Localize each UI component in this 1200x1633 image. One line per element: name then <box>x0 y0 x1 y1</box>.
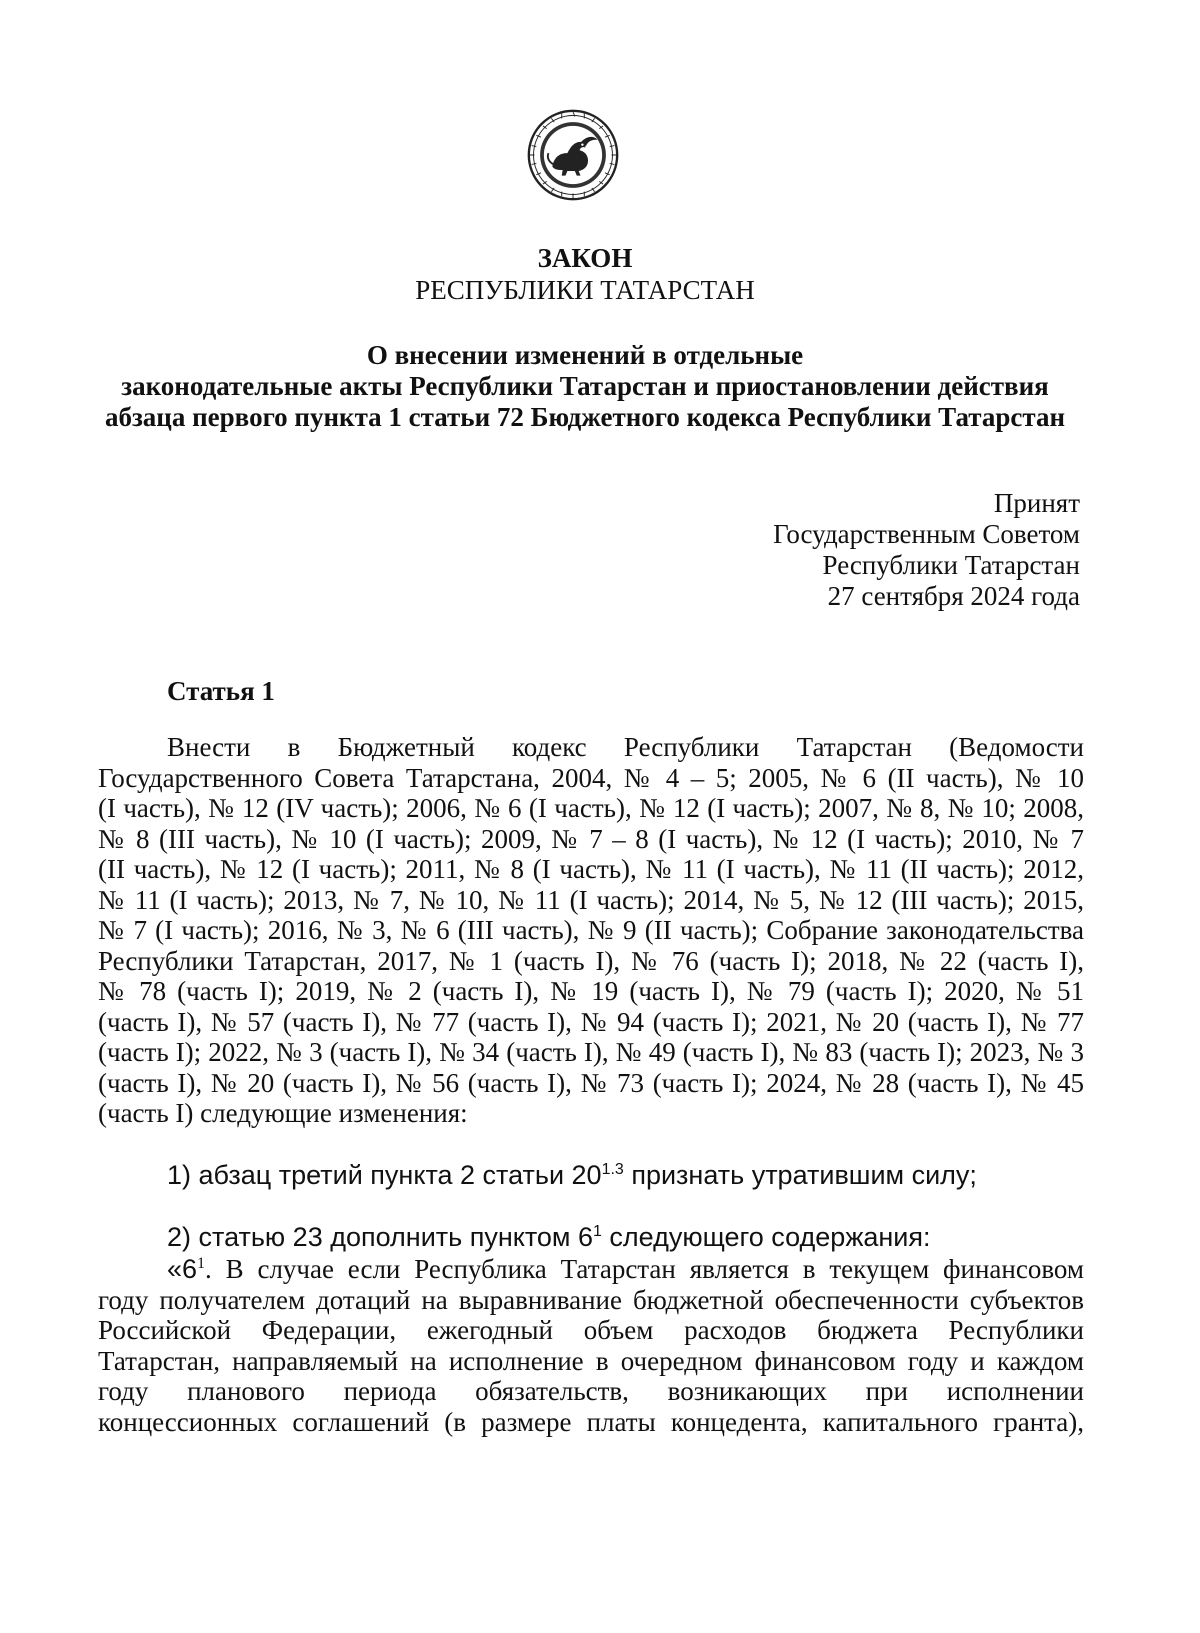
quote-open: «6 <box>167 1254 198 1284</box>
paragraph-line: концессионных соглашений (в размере платы концедента, капитального гранта), <box>98 1406 1084 1437</box>
coat-of-arms-icon <box>526 108 620 202</box>
adoption-block <box>580 488 1080 612</box>
law-title-line: О внесении изменений в отдельные <box>366 340 804 370</box>
paragraph-line: году получателем дотаций на выравнивание бюджетной обеспеченности субъектов <box>98 1284 1084 1315</box>
item-superscript: 1 <box>593 1223 602 1240</box>
item-text: признать утратившим силу; <box>623 1160 977 1190</box>
paragraph-line: Республики Татарстан, 2017, № 1 (часть I), № 76 (часть I); 2018, № 22 (часть I), <box>98 945 1084 976</box>
law-subject: РЕСПУБЛИКИ ТАТАРСТАН <box>415 275 755 305</box>
adoption-line: Республики Татарстан <box>822 550 1080 580</box>
paragraph-line: № 8 (III часть), № 10 (I часть); 2009, № 7 – 8 (I часть), № 12 (I часть); 2010, № 7 <box>98 823 1084 854</box>
paragraph-line <box>98 1254 1084 1285</box>
law-title-line: законодательные акты Республики Татарстан и приостановлении действия <box>121 371 1049 401</box>
paragraph-line: № 7 (I часть); 2016, № 3, № 6 (III часть), № 9 (II часть); Собрание законодательства <box>98 915 1084 945</box>
paragraph-line: году планового периода обязательств, возникающих при исполнении <box>98 1376 1084 1406</box>
paragraph-line: (часть I), № 20 (часть I), № 56 (часть I), № 73 (часть I); 2024, № 28 (часть I), № 45 <box>98 1067 1084 1098</box>
quote-superscript: 1 <box>197 1255 206 1272</box>
item-text: 2) статью 23 дополнить пунктом 6 <box>167 1222 594 1252</box>
law-heading: ЗАКОН <box>537 243 633 273</box>
adoption-line: Принят <box>993 488 1080 518</box>
amendment-item-2 <box>167 1222 931 1253</box>
law-title-line: абзаца первого пункта 1 статьи 72 Бюджетного кодекса Республики Татарстан <box>104 402 1066 432</box>
article-intro-paragraph <box>98 732 1084 1129</box>
paragraph-line: Татарстан, направляемый на исполнение в очередном финансовом году и каждом <box>98 1345 1084 1376</box>
item-text: 1) абзац третий пункта 2 статьи 20 <box>167 1160 602 1190</box>
article-heading: Статья 1 <box>167 676 275 706</box>
quote-text: . В случае если Республика Татарстан является в текущем финансовом <box>205 1254 1084 1284</box>
paragraph-line: Государственного Совета Татарстана, 2004, № 4 – 5; 2005, № 6 (II часть), № 10 <box>98 762 1084 793</box>
paragraph-line: Российской Федерации, ежегодный объем расходов бюджета Республики <box>98 1315 1084 1345</box>
paragraph-line: (часть I), № 57 (часть I), № 77 (часть I), № 94 (часть I); 2021, № 20 (часть I), № 77 <box>98 1006 1084 1037</box>
item-text: следующего содержания: <box>601 1222 931 1252</box>
law-title <box>60 340 1110 433</box>
amendment-item-1 <box>167 1160 977 1191</box>
paragraph-line: (часть I) следующие изменения: <box>98 1098 468 1128</box>
paragraph-line: (I часть), № 12 (IV часть); 2006, № 6 (I часть), № 12 (I часть); 2007, № 8, № 10; 2008, <box>98 793 1084 823</box>
adoption-date: 27 сентября 2024 года <box>827 581 1080 611</box>
paragraph-line: (II часть), № 12 (I часть); 2011, № 8 (I часть), № 11 (I часть), № 11 (II часть); 2012, <box>98 854 1084 884</box>
paragraph-line: (часть I); 2022, № 3 (часть I), № 34 (часть I), № 49 (часть I), № 83 (часть I); 2023, № 3 <box>98 1037 1084 1067</box>
paragraph-line: № 78 (часть I); 2019, № 2 (часть I), № 19 (часть I), № 79 (часть I); 2020, № 51 <box>98 976 1084 1006</box>
paragraph-line: Внести в Бюджетный кодекс Республики Татарстан (Ведомости <box>167 732 1084 762</box>
adoption-line: Государственным Советом <box>773 519 1080 549</box>
quoted-provision <box>98 1254 1084 1437</box>
item-superscript: 1.3 <box>601 1161 624 1178</box>
paragraph-line: № 11 (I часть); 2013, № 7, № 10, № 11 (I часть); 2014, № 5, № 12 (III часть); 2015, <box>98 884 1084 915</box>
